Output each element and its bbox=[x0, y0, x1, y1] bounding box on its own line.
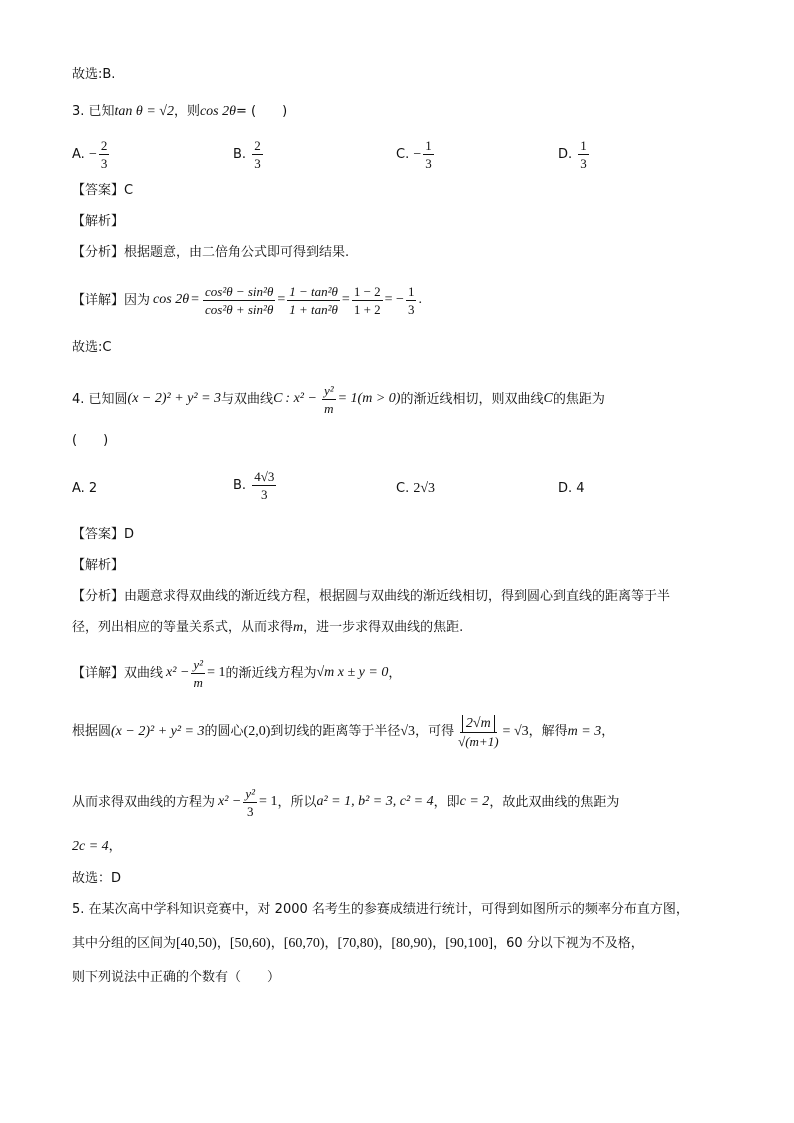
q5-line-2b: ，60 分以下视为不及格， bbox=[493, 936, 644, 951]
q4-analysis-text-2b: ，进一步求得双曲线的焦距. bbox=[303, 620, 464, 635]
q5-interval-3: [70,80) bbox=[337, 936, 379, 951]
q3-option-b-fraction: $\frac{2}{3}$ bbox=[254, 138, 261, 171]
q4-hyperbola-name-2: C bbox=[543, 391, 553, 407]
q4-analysis-tag: 【分析】 bbox=[72, 589, 125, 604]
q3-answer bbox=[72, 182, 133, 200]
q3-option-c bbox=[396, 137, 436, 172]
q4-explain-tag: 【解析】 bbox=[72, 558, 125, 573]
q4-answer-value: D bbox=[124, 527, 135, 542]
q3-answer-tag: 【答案】 bbox=[72, 183, 125, 198]
q3-option-b bbox=[233, 137, 265, 172]
q4-detail-2c: 到切线的距离等于半径 bbox=[270, 724, 401, 740]
q4-stem-1: 4. 已知圆 bbox=[72, 391, 128, 407]
q4-analysis-text-2a: 径，列出相应的等量关系式，从而求得 bbox=[72, 620, 294, 635]
q4-detail-circle: (x − 2)² + y² = 3 bbox=[111, 723, 205, 739]
q3-explain-tag: 【解析】 bbox=[72, 214, 125, 229]
q3-stem bbox=[72, 103, 287, 122]
q5-interval-0: [40,50) bbox=[176, 936, 217, 951]
q3-option-a bbox=[72, 137, 111, 172]
q3-given: tan θ = √2 bbox=[114, 104, 174, 119]
q4-c-value: c = 2 bbox=[459, 794, 490, 810]
q4-center: (2,0) bbox=[243, 723, 271, 739]
q4-m-value: m = 3 bbox=[567, 723, 602, 739]
q3-option-b-label: B. bbox=[233, 147, 247, 162]
q4-stem: 4. 已知圆 (x − 2)² + y² = 3 与双曲线 C : x² − $\frac{\text{y²}}{m}$ = 1(m > 0) 的渐近线相切，则双曲线 C 的焦距为 bbox=[72, 383, 605, 416]
q4-detail-3b: ，所以 bbox=[277, 794, 317, 810]
q3-option-c-fraction: $\frac{1}{3}$ bbox=[425, 138, 432, 171]
q5-interval-2: [60,70) bbox=[283, 936, 325, 951]
q3-detail-lhs: cos 2θ bbox=[153, 292, 190, 308]
q4-conclusion: 故选：D bbox=[72, 871, 122, 886]
q5-interval-5: [90,100] bbox=[445, 936, 494, 951]
q5-interval-4: [80,90) bbox=[391, 936, 433, 951]
q4-option-a: A. 2 bbox=[72, 481, 98, 496]
q4-stem-4: 的焦距为 bbox=[552, 391, 605, 407]
q4-detail-3c: ，即 bbox=[433, 794, 460, 810]
q4-detail-line-3: 从而求得双曲线的方程为 x² − $\frac{\text{y²}}{3}$ = 1 ，所以 a² = 1, b² = 3, c² = 4 ，即 c = 2 ，故此双曲线的焦距为 bbox=[72, 786, 620, 819]
q4-option-b-label: B. bbox=[233, 478, 247, 493]
q5-line-2a: 其中分组的区间为 bbox=[72, 936, 177, 951]
q3-frac-3: $\frac{1 - 2}{1 + 2}$ bbox=[353, 284, 381, 317]
q3-option-d-label: D. bbox=[558, 147, 573, 162]
q4-paren: ( ) bbox=[72, 433, 109, 448]
q4-detail-line-1: 【详解】 双曲线 x² − $\frac{\text{y²}}{m}$ = 1 的渐近线方程为 √m x ± y = 0 ， bbox=[72, 657, 402, 690]
q4-distance-frac: $\frac{2√m}{√(m+1)}$ bbox=[458, 716, 499, 749]
q3-stem-middle: ，则 bbox=[173, 104, 200, 119]
q3-stem-after: = ( ) bbox=[236, 104, 288, 119]
q4-circle-equation: (x − 2)² + y² = 3 bbox=[127, 391, 222, 407]
q4-detail-2b: 的圆心 bbox=[204, 724, 244, 740]
previous-conclusion: 故选:B. bbox=[72, 67, 116, 82]
q3-option-c-label: C. bbox=[396, 147, 410, 162]
q4-detail-2d: ，可得 bbox=[415, 724, 455, 740]
q4-stem-2: 与双曲线 bbox=[221, 391, 274, 407]
q4-detail-line-2: 根据圆 (x − 2)² + y² = 3 的圆心 (2,0) 到切线的距离等于半径 √3 ，可得 $\frac{2√m}{√(m+1)}$ = √3 ，解得 m = 3 ， bbox=[72, 716, 615, 749]
q4-hyperbola-condition: = 1(m > 0) bbox=[337, 391, 401, 407]
q3-option-a-label: A. bbox=[72, 147, 85, 162]
q4-option-d: D. 4 bbox=[558, 481, 585, 496]
q4-answer-tag: 【答案】 bbox=[72, 527, 125, 542]
q3-detail-tag: 【详解】 bbox=[72, 292, 125, 308]
q3-detail-lead: 因为 bbox=[124, 292, 151, 308]
q3-detail: 【详解】 因为 cos 2θ = $\frac{\text{cos²θ − sin²θ}}{\text{cos²θ + sin²θ}}$ = $\frac{\text{1 − tan²θ}}{\text{1 + tan²θ}}$ = $\frac{1 - 2}{1 + 2}$ = − $\frac{1}{3}$ . bbox=[72, 284, 422, 317]
q3-analysis bbox=[72, 244, 349, 262]
q3-target: cos 2θ bbox=[199, 104, 237, 119]
q4-focal: 2c = 4 bbox=[72, 839, 109, 854]
q3-analysis-tag: 【分析】 bbox=[72, 245, 125, 260]
q4-radius: √3 bbox=[400, 723, 416, 739]
q5-interval-1: [50,60) bbox=[229, 936, 271, 951]
q4-option-c-value: 2√3 bbox=[413, 481, 436, 496]
q4-stem-3: 的渐近线相切，则双曲线 bbox=[400, 391, 544, 407]
q3-stem-before: 3. 已知 bbox=[72, 104, 115, 119]
q4-detail-2a: 根据圆 bbox=[72, 724, 112, 740]
q4-detail-3a: 从而求得双曲线的方程为 bbox=[72, 794, 216, 810]
q4-hyperbola-name: C bbox=[273, 391, 283, 407]
q3-option-a-sign: − bbox=[88, 147, 97, 162]
q4-answer bbox=[72, 526, 134, 544]
q4-option-c bbox=[396, 480, 435, 499]
q4-option-c-label: C. bbox=[396, 481, 410, 496]
q4-analysis-line-1 bbox=[72, 588, 670, 606]
q4-analysis-text-1: 由题意求得双曲线的渐近线方程，根据圆与双曲线的渐近线相切，得到圆心到直线的距离等于半 bbox=[124, 589, 671, 604]
q3-option-d bbox=[558, 137, 591, 172]
q3-frac-2: $\frac{\text{1 − tan²θ}}{\text{1 + tan²θ}}$ bbox=[289, 284, 338, 317]
q3-frac-1: $\frac{\text{cos²θ − sin²θ}}{\text{cos²θ + sin²θ}}$ bbox=[204, 284, 274, 317]
q4-detail-2e: ，解得 bbox=[528, 724, 568, 740]
q4-analysis-line-2: 径，列出相应的等量关系式，从而求得m，进一步求得双曲线的焦距. bbox=[72, 620, 464, 635]
q5-line-1: 5. 在某次高中学科知识竞赛中，对 2000 名考生的参赛成绩进行统计，可得到如图所示的频率分布直方图， bbox=[72, 902, 689, 917]
q4-hyperbola-frac: $\frac{\text{y²}}{m}$ bbox=[323, 383, 334, 416]
q3-analysis-text: 根据题意，由二倍角公式即可得到结果. bbox=[124, 245, 350, 260]
q4-detail-3d: ，故此双曲线的焦距为 bbox=[489, 794, 620, 810]
q4-asymptote: √m x ± y = 0 bbox=[316, 665, 389, 681]
q4-detail-tag: 【详解】 bbox=[72, 665, 125, 681]
q4-detail-1a: 双曲线 bbox=[124, 665, 164, 681]
q5-line-3: 则下列说法中正确的个数有（ ） bbox=[72, 970, 281, 985]
q3-option-c-sign: − bbox=[413, 147, 422, 162]
q3-conclusion: 故选:C bbox=[72, 340, 112, 355]
q4-option-b bbox=[233, 468, 278, 503]
q4-detail-1b: 的渐近线方程为 bbox=[225, 665, 317, 681]
q4-option-b-fraction: $\frac{4√3}{3}$ bbox=[254, 469, 275, 502]
q3-option-a-fraction: $\frac{2}{3}$ bbox=[100, 138, 108, 171]
q3-frac-4: $\frac{1}{3}$ bbox=[407, 284, 415, 317]
q3-answer-value: C bbox=[124, 183, 134, 198]
q4-detail-line-4: 2c = 4， bbox=[72, 839, 122, 854]
q4-params: a² = 1, b² = 3, c² = 4 bbox=[316, 794, 434, 810]
q5-line-2: 其中分组的区间为[40,50)，[50,60)，[60,70)，[70,80)，[80,90)，[90,100]，60 分以下视为不及格， bbox=[72, 936, 644, 951]
q3-option-d-fraction: $\frac{1}{3}$ bbox=[580, 138, 587, 171]
